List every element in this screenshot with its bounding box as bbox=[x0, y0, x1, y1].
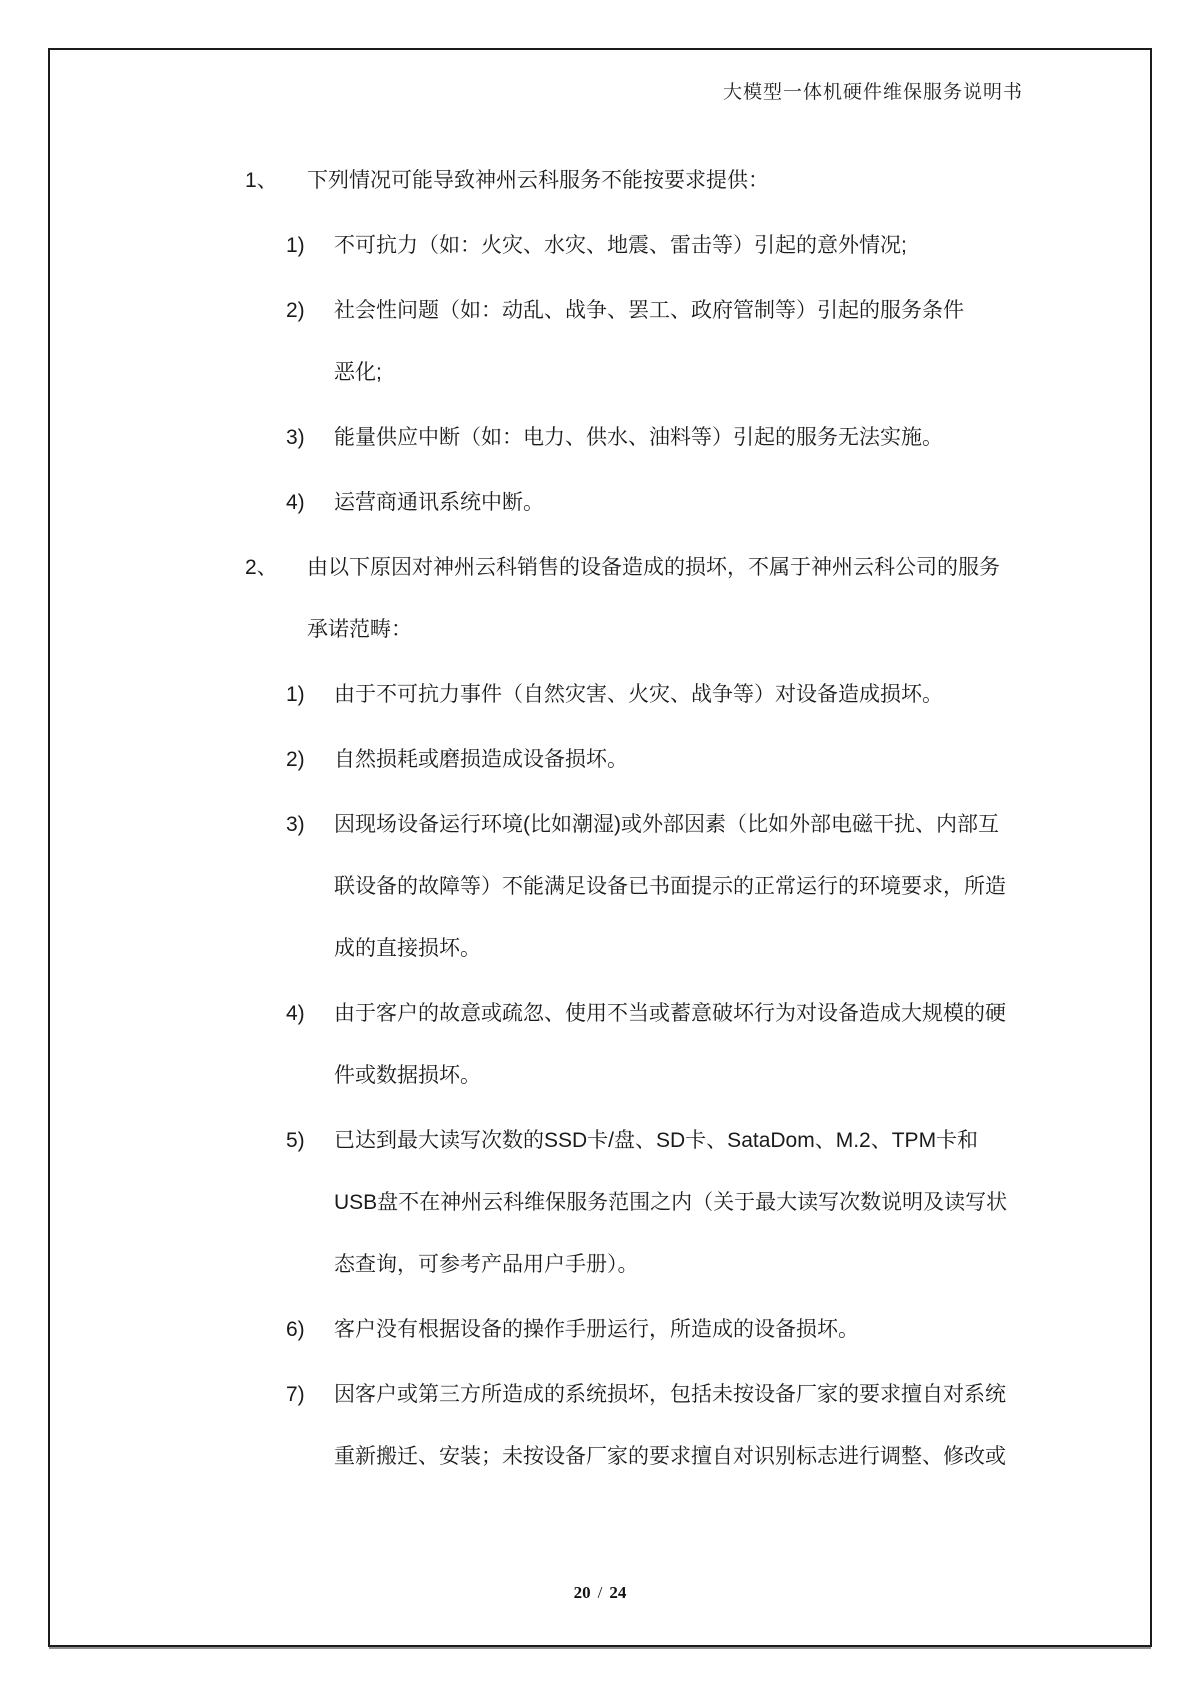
text-line: 由以下原因对神州云科销售的设备造成的损坏，不属于神州云科公司的服务 bbox=[307, 556, 1000, 579]
text-line: 由于不可抗力事件（自然灾害、火灾、战争等）对设备造成损坏。 bbox=[334, 683, 943, 706]
document-body bbox=[50, 150, 1150, 1491]
page-footer bbox=[50, 1583, 1150, 1603]
text-line: 恶化; bbox=[334, 361, 382, 384]
text-line: 重新搬迁、安装；未按设备厂家的要求擅自对识别标志进行调整、修改或 bbox=[334, 1445, 1006, 1468]
list-item-marker: 2) bbox=[286, 748, 305, 771]
list-item-marker: 4) bbox=[286, 491, 305, 514]
list-item-marker: 7) bbox=[286, 1383, 305, 1406]
list-item-level2 bbox=[50, 472, 1150, 534]
list-item-level2 bbox=[50, 1364, 1150, 1488]
list-item-level2 bbox=[50, 407, 1150, 469]
list-item-marker: 6) bbox=[286, 1318, 305, 1341]
text-line: 自然损耗或磨损造成设备损坏。 bbox=[334, 748, 628, 771]
text-line: 联设备的故障等）不能满足设备已书面提示的正常运行的环境要求，所造 bbox=[334, 875, 1006, 898]
text-line: 承诺范畴： bbox=[307, 618, 412, 641]
list-item-level2 bbox=[50, 280, 1150, 404]
text-line: 因客户或第三方所造成的系统损坏，包括未按设备厂家的要求擅自对系统 bbox=[334, 1383, 1006, 1406]
text-line: USB盘不在神州云科维保服务范围之内（关于最大读写次数说明及读写状 bbox=[334, 1191, 1008, 1214]
text-line: 已达到最大读写次数的SSD卡/盘、SD卡、SataDom、M.2、TPM卡和 bbox=[334, 1129, 979, 1152]
list-item-marker: 2、 bbox=[245, 556, 278, 579]
list-item-level2 bbox=[50, 729, 1150, 791]
list-item-level1 bbox=[50, 150, 1150, 212]
list-item-marker: 1) bbox=[286, 234, 305, 257]
list-item-level2 bbox=[50, 983, 1150, 1107]
list-item-marker: 5) bbox=[286, 1129, 305, 1152]
text-line: 件或数据损坏。 bbox=[334, 1064, 481, 1087]
list-item-level2 bbox=[50, 1299, 1150, 1361]
text-line: 运营商通讯系统中断。 bbox=[334, 491, 544, 514]
list-item-marker: 3) bbox=[286, 426, 305, 449]
text-line: 下列情况可能导致神州云科服务不能按要求提供： bbox=[307, 169, 769, 192]
list-item-level2 bbox=[50, 794, 1150, 980]
text-line: 因现场设备运行环境(比如潮湿)或外部因素（比如外部电磁干扰、内部互 bbox=[334, 813, 999, 836]
text-line: 不可抗力（如：火灾、水灾、地震、雷击等）引起的意外情况; bbox=[334, 234, 907, 257]
list-item-marker: 3) bbox=[286, 813, 305, 836]
text-line: 能量供应中断（如：电力、供水、油料等）引起的服务无法实施。 bbox=[334, 426, 943, 449]
page-border bbox=[48, 48, 1152, 1647]
list-item-marker: 1) bbox=[286, 683, 305, 706]
list-item-marker: 1、 bbox=[245, 169, 278, 192]
list-item-level2 bbox=[50, 1110, 1150, 1296]
footer-total-pages: 24 bbox=[609, 1583, 627, 1602]
list-item-marker: 2) bbox=[286, 299, 305, 322]
text-line: 成的直接损坏。 bbox=[334, 937, 481, 960]
text-line: 客户没有根据设备的操作手册运行，所造成的设备损坏。 bbox=[334, 1318, 859, 1341]
text-line: 社会性问题（如：动乱、战争、罢工、政府管制等）引起的服务条件 bbox=[334, 299, 964, 322]
text-line: 由于客户的故意或疏忽、使用不当或蓄意破坏行为对设备造成大规模的硬 bbox=[334, 1002, 1006, 1025]
list-item-marker: 4) bbox=[286, 1002, 305, 1025]
header-title: 大模型一体机硬件维保服务说明书 bbox=[722, 82, 1023, 103]
footer-separator: / bbox=[597, 1583, 603, 1602]
page-header bbox=[723, 77, 1023, 104]
footer-current-page: 20 bbox=[573, 1583, 591, 1602]
text-line: 态查询，可参考产品用户手册）。 bbox=[334, 1253, 639, 1276]
list-item-level2 bbox=[50, 215, 1150, 277]
list-item-level1 bbox=[50, 537, 1150, 661]
list-item-level2 bbox=[50, 664, 1150, 726]
